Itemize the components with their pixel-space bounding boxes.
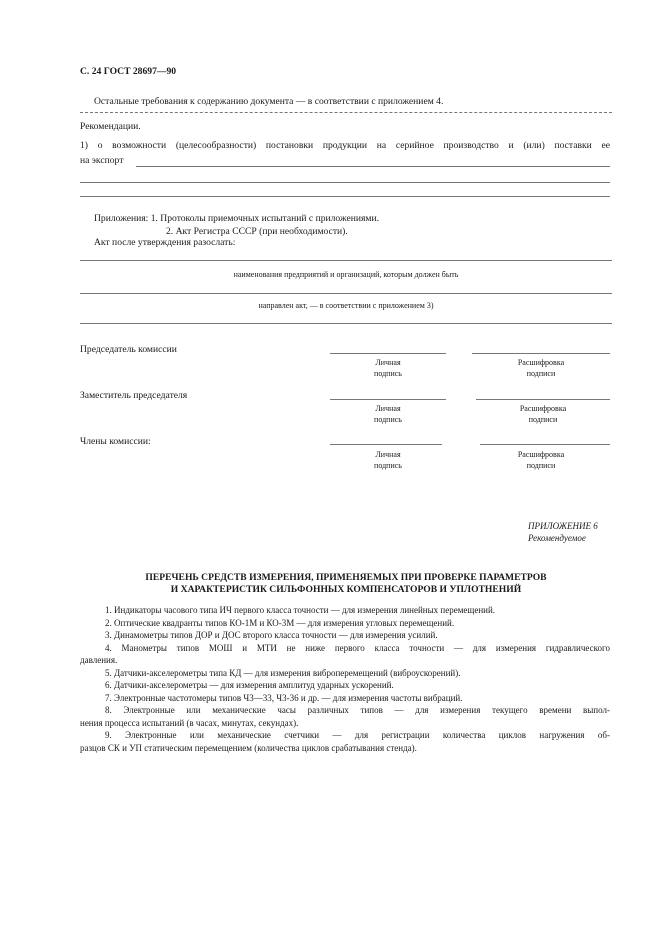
decode-label: Расшифровка bbox=[517, 358, 565, 367]
appendix-title: ПРИЛОЖЕНИЕ 6 bbox=[528, 521, 598, 531]
signature-label: Личная bbox=[375, 404, 401, 413]
distribute-text: Акт после утверждения разослать: bbox=[94, 237, 236, 248]
signature-decode-line bbox=[480, 444, 610, 445]
signature-decode-line bbox=[476, 399, 610, 400]
signature-role: Председатель комиссии bbox=[80, 344, 177, 355]
caption-line-1: наименования предприятий и организаций, которым должен быть bbox=[233, 270, 459, 279]
fill-line bbox=[80, 293, 612, 294]
requirements-text: Остальные требования к содержанию документа — в соответствии с приложением 4. bbox=[94, 96, 444, 107]
signature-line bbox=[330, 353, 446, 354]
list-item: 4. Манометры типов МОШ и МТИ не ниже первого класса точности — для измерения гидравлического bbox=[105, 643, 610, 653]
list-item-continuation: нения процесса испытаний (в часах, минутах, секундах). bbox=[80, 718, 299, 728]
page-header: С. 24 ГОСТ 28697—90 bbox=[80, 66, 177, 77]
decode-label: подписи bbox=[528, 415, 558, 424]
list-item: 9. Электронные или механические счетчики — для регистрации количества циклов нагружения об- bbox=[105, 730, 610, 740]
signature-decode-line bbox=[472, 353, 610, 354]
list-item: 5. Датчики-акселерометры типа КД — для измерения виброперемещений (виброускорений). bbox=[105, 668, 461, 678]
decode-label: Расшифровка bbox=[519, 404, 567, 413]
fill-line bbox=[136, 166, 610, 167]
signature-role: Члены комиссии: bbox=[80, 436, 151, 447]
dashed-divider bbox=[80, 112, 612, 113]
signature-label: подпись bbox=[374, 461, 402, 470]
list-item: 2. Оптические квадранты типов КО-1М и КО-3М — для измерения угловых перемещений. bbox=[105, 618, 455, 628]
fill-line bbox=[80, 260, 612, 261]
recommendation-1-line2: на экспорт bbox=[80, 155, 124, 166]
fill-line bbox=[80, 323, 612, 324]
attachment-2: 2. Акт Регистра СССР (при необходимости). bbox=[166, 226, 348, 237]
recommendations-label: Рекомендации. bbox=[80, 121, 141, 132]
signature-label: подпись bbox=[374, 369, 402, 378]
decode-label: подписи bbox=[526, 369, 556, 378]
signature-role: Заместитель председателя bbox=[80, 390, 188, 401]
decode-label: Расшифровка bbox=[517, 450, 565, 459]
caption-line-2: направлен акт, — в соответствии с приложением 3) bbox=[258, 301, 434, 310]
list-item: 3. Динамометры типов ДОР и ДОС второго класса точности — для измерения усилий. bbox=[105, 630, 438, 640]
appendix-subtitle: Рекомендуемое bbox=[528, 533, 586, 543]
signature-label: Личная bbox=[375, 358, 401, 367]
signature-line bbox=[330, 399, 446, 400]
signature-label: подпись bbox=[374, 415, 402, 424]
list-item-continuation: разцов СК и УП статическим перемещением (количества циклов срабатывания стенда). bbox=[80, 743, 417, 753]
appendix-heading-line-2: И ХАРАКТЕРИСТИК СИЛЬФОННЫХ КОМПЕНСАТОРОВ И УПЛОТНЕНИЙ bbox=[170, 584, 522, 595]
attachments-label: Приложения: 1. Протоколы приемочных испытаний с приложениями. bbox=[94, 213, 380, 224]
signature-label: Личная bbox=[375, 450, 401, 459]
appendix-heading-line-1: ПЕРЕЧЕНЬ СРЕДСТВ ИЗМЕРЕНИЯ, ПРИМЕНЯЕМЫХ ПРИ ПРОВЕРКЕ ПАРАМЕТРОВ bbox=[145, 572, 547, 583]
decode-label: подписи bbox=[526, 461, 556, 470]
list-item: 7. Электронные частотомеры типов Ч3—33, Ч3-36 и др. — для измерения частоты вибраций. bbox=[105, 693, 463, 703]
fill-line bbox=[80, 182, 610, 183]
list-item-continuation: давления. bbox=[80, 655, 118, 665]
signature-line bbox=[330, 444, 442, 445]
list-item: 8. Электронные или механические часы различных типов — для измерения текущего времени выпол- bbox=[105, 705, 610, 715]
fill-line bbox=[80, 196, 610, 197]
list-item: 6. Датчики-акселерометры — для измерения амплитуд ударных ускорений. bbox=[105, 680, 394, 690]
list-item: 1. Индикаторы часового типа ИЧ первого класса точности — для измерения линейных перемещений. bbox=[105, 605, 496, 615]
recommendation-1-line1: 1) о возможности (целесообразности) постановки продукции на серийное производство и (или) поставки ее bbox=[80, 140, 610, 151]
